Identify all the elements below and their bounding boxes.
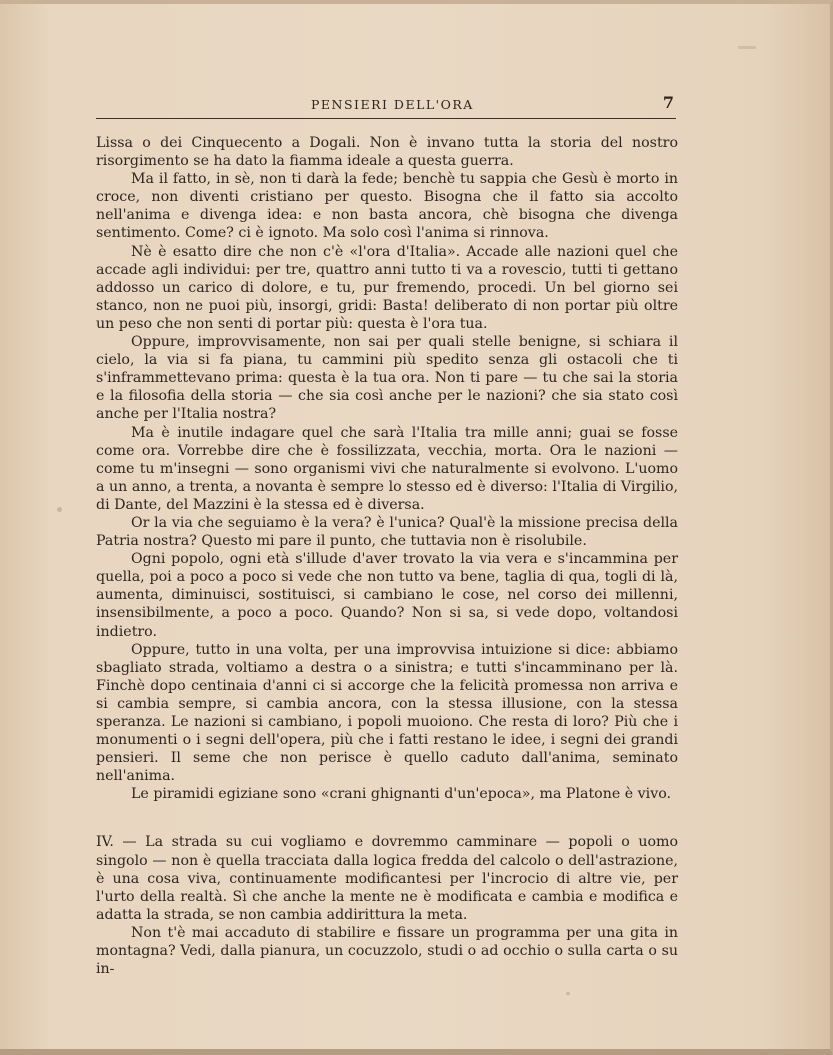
paragraph: Ma il fatto, in sè, non ti darà la fede; benchè tu sappia che Gesù è morto in croce, non diventi cristiano per questo. Bisogna che il fatto sia accolto nell'anima e divenga idea: e non basta ancora, chè bisogna che divenga sentimento. Come? ci è ignoto. Ma solo così l'anima si rinnova.: [96, 171, 678, 242]
paragraph: Nè è esatto dire che non c'è «l'ora d'Italia». Accade alle nazioni quel che accade agli individui: per tre, quattro anni tutto ti va a rovescio, tutti ti gettano addosso un carico di dolore, e tu, pur fremendo, procedi. Un bel giorno sei stanco, non ne puoi più, insorgi, gridi: Basta! deliberato di non portar più oltre un peso che non senti di portar più: questa è l'ora tua.: [96, 243, 678, 332]
paper-spot: [566, 992, 570, 995]
paragraph: Non t'è mai accaduto di stabilire e fissare un programma per una gita in montagna? Vedi, dalla pianura, un cocuzzolo, studi o ad occhio o sulla carta o su in-: [96, 924, 678, 978]
paragraph: Or la via che seguiamo è la vera? è l'unica? Qual'è la missione precisa della Patria nostra? Questo mi pare il punto, che tuttavia non è risolubile.: [96, 514, 678, 550]
section-iv-paragraph: IV. — La strada su cui vogliamo e dovremmo camminare — popoli o uomo singolo — non è quella tracciata dalla logica fredda del calcolo o dell'astrazione, è una cosa viva, continuamente modificantesi per l'incrocio di altre vie, per l'urto della realtà. Sì che anche la mente ne è modificata e cambia e modifica e adatta la strada, se non cambia addirittura la meta.: [96, 834, 678, 923]
paragraph: Ma è inutile indagare quel che sarà l'Italia tra mille anni; guai se fosse come ora. Vorrebbe dire che è fossilizzata, vecchia, morta. Ora le nazioni — come tu m'insegni — sono organismi vivi che naturalmente si evolvono. L'uomo a un anno, a trenta, a novanta è sempre lo stesso ed è diverso: l'Italia di Virgilio, di Dante, del Mazzini è la stessa ed è diversa.: [96, 424, 678, 513]
page-body: [96, 134, 678, 978]
paragraph: Oppure, tutto in una volta, per una improvvisa intuizione si dice: abbiamo sbagliato strada, voltiamo a destra o a sinistra; e tutti s'incamminano per là. Finchè dopo centinaia d'anni ci si accorge che la felicità promessa non arriva e si cambia sempre, si cambia ancora, con la stessa illusione, con la stessa speranza. Le nazioni si cambiano, i popoli muoiono. Che resta di loro? Più che i monumenti o i segni dell'opera, più che i fatti restano le idee, i segni dei grandi pensieri. Il seme che non perisce è quello caduto dall'anima, seminato nell'anima.: [96, 641, 678, 785]
paragraph: Oppure, improvvisamente, non sai per quali stelle benigne, si schiara il cielo, la via si fa piana, tu cammini più spedito senza gli ostacoli che ti s'inframmettevano prima: questa è la tua ora. Non ti pare — tu che sai la storia e la filosofia della storia — che sia così anche per le nazioni? che sia stato così anche per l'Italia nostra?: [96, 334, 678, 423]
page-header: [96, 92, 676, 119]
page-number: 7: [662, 93, 674, 112]
paragraph: Lissa o dei Cinquecento a Dogali. Non è invano tutta la storia del nostro risorgimento se ha dato la fiamma ideale a questa guerra.: [96, 135, 678, 170]
paper-spot: [738, 46, 756, 49]
paper-spot: [57, 507, 62, 512]
paragraph: Ogni popolo, ogni età s'illude d'aver trovato la via vera e s'incammina per quella, poi a poco a poco si vede che non tutto va bene, taglia di qua, togli di là, aumenta, diminuisci, sostituisci, si cambiano le cose, nel corso dei millenni, insensibilmente, a poco a poco. Quando? Non si sa, si vede dopo, voltandosi indietro.: [96, 551, 678, 640]
paragraph: Le piramidi egiziane sono «crani ghignanti d'un'epoca», ma Platone è vivo.: [131, 786, 672, 803]
running-title: PENSIERI DELL'ORA: [311, 97, 474, 112]
